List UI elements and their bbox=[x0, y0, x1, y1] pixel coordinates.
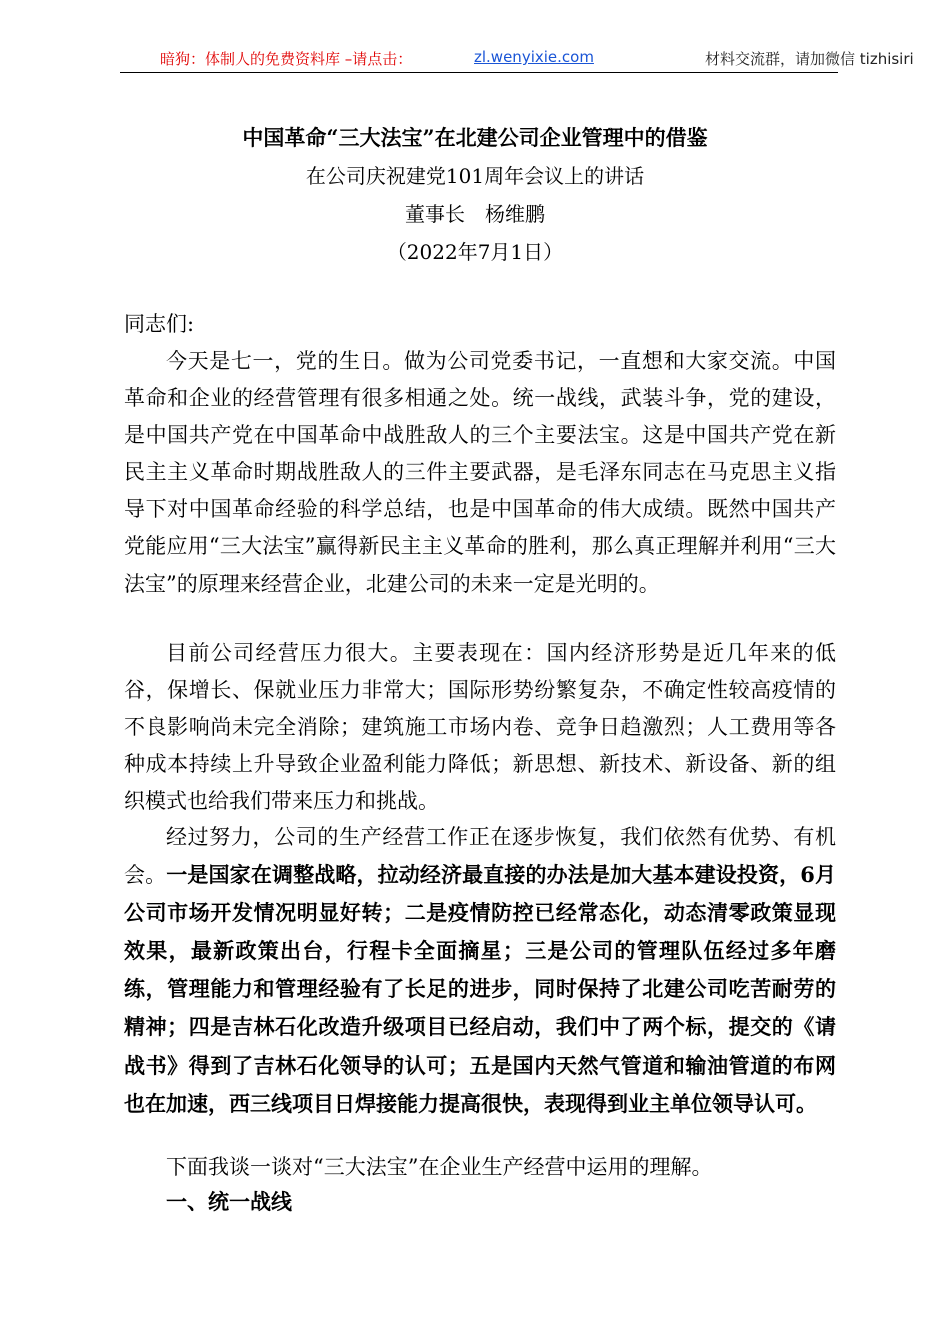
section-heading-1: 一、统一战线 bbox=[166, 1189, 292, 1214]
paragraph-3-lead: 经过努力，公司的生产经营工作正在逐步恢复，我们依然有优势、有机会。 bbox=[124, 825, 836, 888]
paragraph-2: 目前公司经营压力很大。主要表现在：国内经济形势是近几年来的低谷，保增长、保就业压力非常大；国际形势纷繁复杂，不确定性较高疫情的不良影响尚未完全消除；建筑施工市场内卷、竞争日趋激烈；人工费用等各种成本持续上升导致企业盈利能力降低；新思想、新技术、新设备、新的组织模式也给我们带来压力和挑战。 bbox=[124, 641, 836, 814]
document-author: 董事长 杨维鹏 bbox=[405, 202, 545, 226]
paragraph-3-bold: 一是国家在调整战略，拉动经济最直接的办法是加大基本建设投资，6月公司市场开发情况明显好转；二是疫情防控已经常态化，动态清零政策显现效果，最新政策出台，行程卡全面摘星；三是公司的管理队伍经过多年磨练，管理能力和管理经验有了长足的进步，同时保持了北建公司吃苦耐劳的精神；四是吉林石化改造升级项目已经启动，我们中了两个标，提交的《请战书》得到了吉林石化领导的认可；五是国内天然气管道和输油管道的布网也在加速，西三线项目日焊接能力提高很快，表现得到业主单位领导认可。 bbox=[124, 862, 837, 1116]
paragraph-3 bbox=[124, 819, 836, 1123]
document-date: （2022年7月1日） bbox=[386, 240, 564, 264]
document-title: 中国革命“三大法宝”在北建公司企业管理中的借鉴 bbox=[242, 125, 708, 150]
header-contact: 材料交流群，请加微信 tizhisiri bbox=[705, 50, 914, 68]
document-subtitle: 在公司庆祝建党101周年会议上的讲话 bbox=[305, 164, 645, 188]
paragraph-1: 今天是七一，党的生日。做为公司党委书记，一直想和大家交流。中国革命和企业的经营管理有很多相通之处。统一战线，武装斗争，党的建设，是中国共产党在中国革命中战胜敌人的三个主要法宝。这是中国共产党在新民主主义革命时期战胜敌人的三件主要武器，是毛泽东同志在马克思主义指导下对中国革命经验的科学总结，也是中国革命的伟大成绩。既然中国共产党能应用“三大法宝”赢得新民主主义革命的胜利，那么真正理解并利用“三大法宝”的原理来经营企业，北建公司的未来一定是光明的。 bbox=[124, 349, 836, 596]
header-promo: 暗狗：体制人的免费资料库 –请点击： bbox=[160, 50, 413, 68]
page-header bbox=[120, 46, 914, 73]
greeting: 同志们: bbox=[124, 312, 195, 336]
paragraph-4: 下面我谈一谈对“三大法宝”在企业生产经营中运用的理解。 bbox=[166, 1155, 713, 1179]
header-link[interactable]: zl.wenyixie.com bbox=[474, 48, 594, 66]
